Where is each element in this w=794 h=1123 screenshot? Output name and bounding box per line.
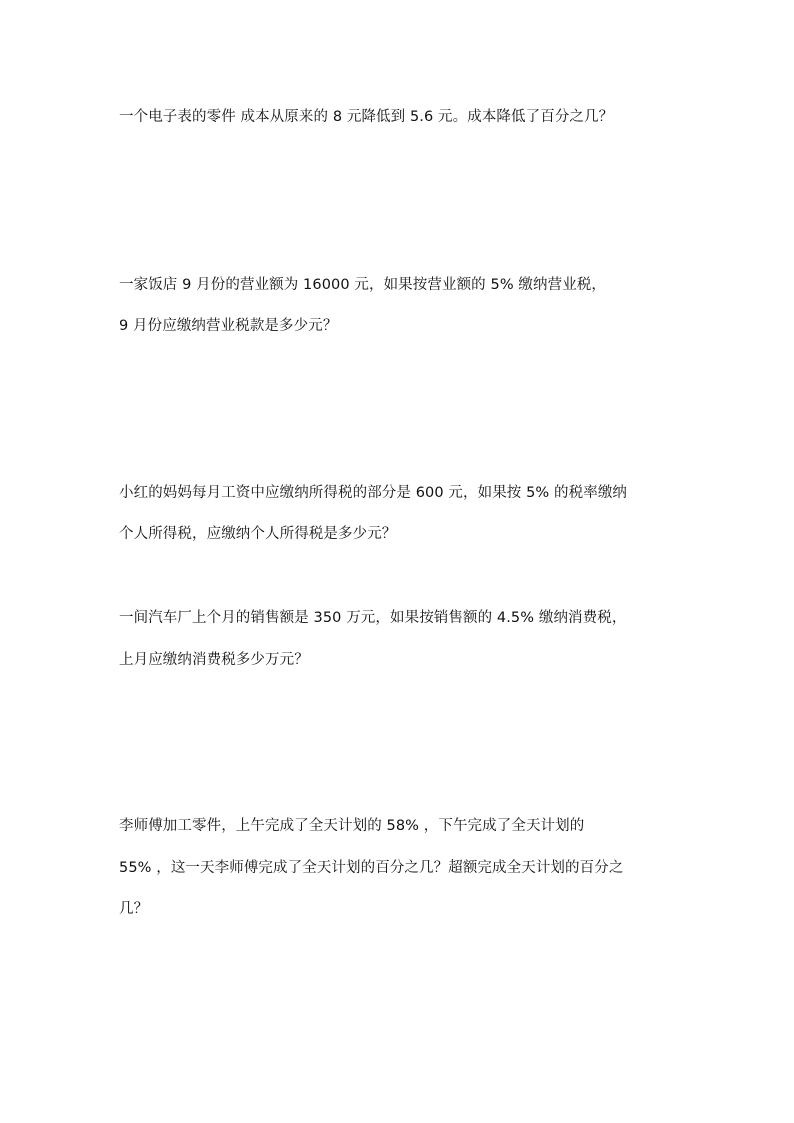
problem-3-line-2: 个人所得税，应缴纳个人所得税是多少元？ <box>119 526 397 542</box>
problem-3-line-1: 小红的妈妈每月工资中应缴纳所得税的部分是 600 元，如果按 5% 的税率缴纳 <box>119 485 628 501</box>
problem-5-line-3: 几？ <box>119 901 149 917</box>
problem-5-line-1: 李师傅加工零件，上午完成了全天计划的 58% ，下午完成了全天计划的 <box>119 818 585 834</box>
problem-4-line-1: 一间汽车厂上个月的销售额是 350 万元，如果按销售额的 4.5% 缴纳消费税， <box>119 610 627 626</box>
problem-2-line-2: 9 月份应缴纳营业税款是多少元？ <box>119 318 338 334</box>
problem-1-line-1: 一个电子表的零件 成本从原来的 8 元降低到 5.6 元。成本降低了百分之几？ <box>119 109 614 125</box>
problem-2-line-1: 一家饭店 9 月份的营业额为 16000 元，如果按营业额的 5% 缴纳营业税， <box>119 277 607 293</box>
problem-5-line-2: 55% ，这一天李师傅完成了全天计划的百分之几？超额完成全天计划的百分之 <box>119 860 624 876</box>
problem-4-line-2: 上月应缴纳消费税多少万元？ <box>119 652 309 668</box>
